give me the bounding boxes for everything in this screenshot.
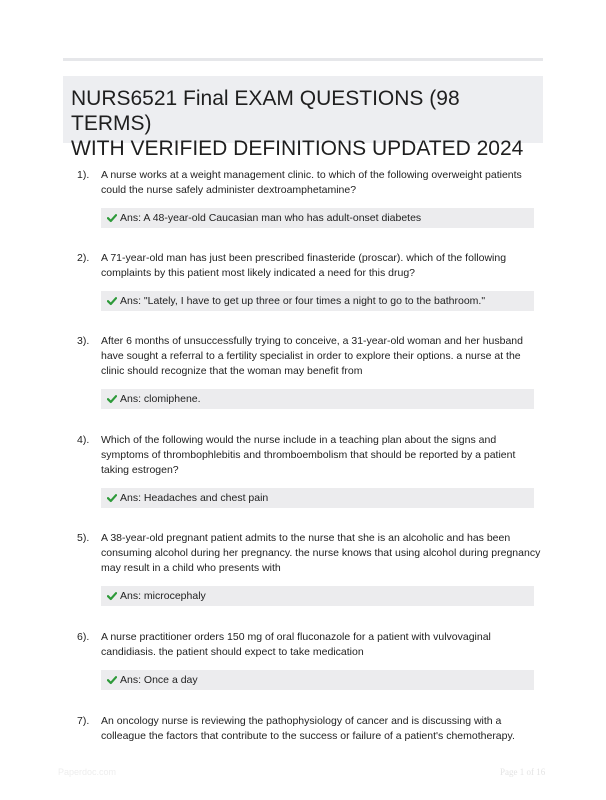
answer-box: [101, 291, 534, 311]
question-number: 5).: [77, 532, 90, 544]
footer-watermark: Paperdoc.com: [58, 767, 117, 777]
answer-text: Ans: Once a day: [120, 674, 198, 686]
question-number: 3).: [77, 335, 90, 347]
check-icon: [107, 213, 117, 223]
question-text: A 38-year-old pregnant patient admits to the nurse that she is an alcoholic and has been consuming alcohol during her pregnancy. the nurse knows that using alcohol during pregnancy may result in a child who presents with: [101, 532, 541, 574]
answer-box: [101, 586, 534, 606]
question-text: An oncology nurse is reviewing the pathophysiology of cancer and is discussing with a colleague the factors that contribute to the success or failure of a patient's chemotherapy.: [101, 715, 515, 742]
question-text: Which of the following would the nurse include in a teaching plan about the signs and symptoms of thrombophlebitis and thromboembolism that should be reported by a patient taking estrogen?: [101, 434, 516, 476]
answer-text: Ans: clomiphene.: [120, 393, 201, 405]
question-number: 7).: [77, 715, 90, 727]
question-text: A nurse works at a weight management clinic. to which of the following overweight patients could the nurse safely administer dextroamphetamine?: [101, 169, 522, 196]
check-icon: [107, 675, 117, 685]
check-icon: [107, 394, 117, 404]
answer-box: [101, 208, 534, 228]
answer-text: Ans: "Lately, I have to get up three or four times a night to go to the bathroom.": [120, 295, 486, 307]
question-number: 2).: [77, 252, 90, 264]
check-icon: [107, 591, 117, 601]
answer-text: Ans: microcephaly: [120, 590, 206, 602]
question-text: A nurse practitioner orders 150 mg of oral fluconazole for a patient with vulvovaginal candidiasis. the patient should expect to take medication: [101, 631, 491, 658]
check-icon: [107, 493, 117, 503]
answer-text: Ans: Headaches and chest pain: [120, 492, 269, 504]
check-icon: [107, 296, 117, 306]
question-text: After 6 months of unsuccessfully trying to conceive, a 31-year-old woman and her husband have sought a referral to a fertility specialist in order to explore their options. a nurse at the clinic should recognize that the woman may benefit from: [101, 335, 523, 377]
title-banner: [63, 76, 543, 160]
page-number: Page 1 of 16: [500, 767, 546, 777]
answer-box: [101, 488, 534, 508]
question-number: 6).: [77, 631, 90, 643]
answer-box: [101, 389, 534, 409]
answer-box: [101, 670, 534, 690]
answer-text: Ans: A 48-year-old Caucasian man who has adult-onset diabetes: [120, 212, 422, 224]
top-divider: [63, 58, 543, 61]
question-number: 1).: [77, 169, 90, 181]
question-text: A 71-year-old man has just been prescribed finasteride (proscar). which of the following complaints by this patient most likely indicated a need for this drug?: [101, 252, 507, 279]
page-title: NURS6521 Final EXAM QUESTIONS (98 TERMS) WITH VERIFIED DEFINITIONS UPDATED 2024: [71, 87, 524, 160]
question-number: 4).: [77, 434, 90, 446]
